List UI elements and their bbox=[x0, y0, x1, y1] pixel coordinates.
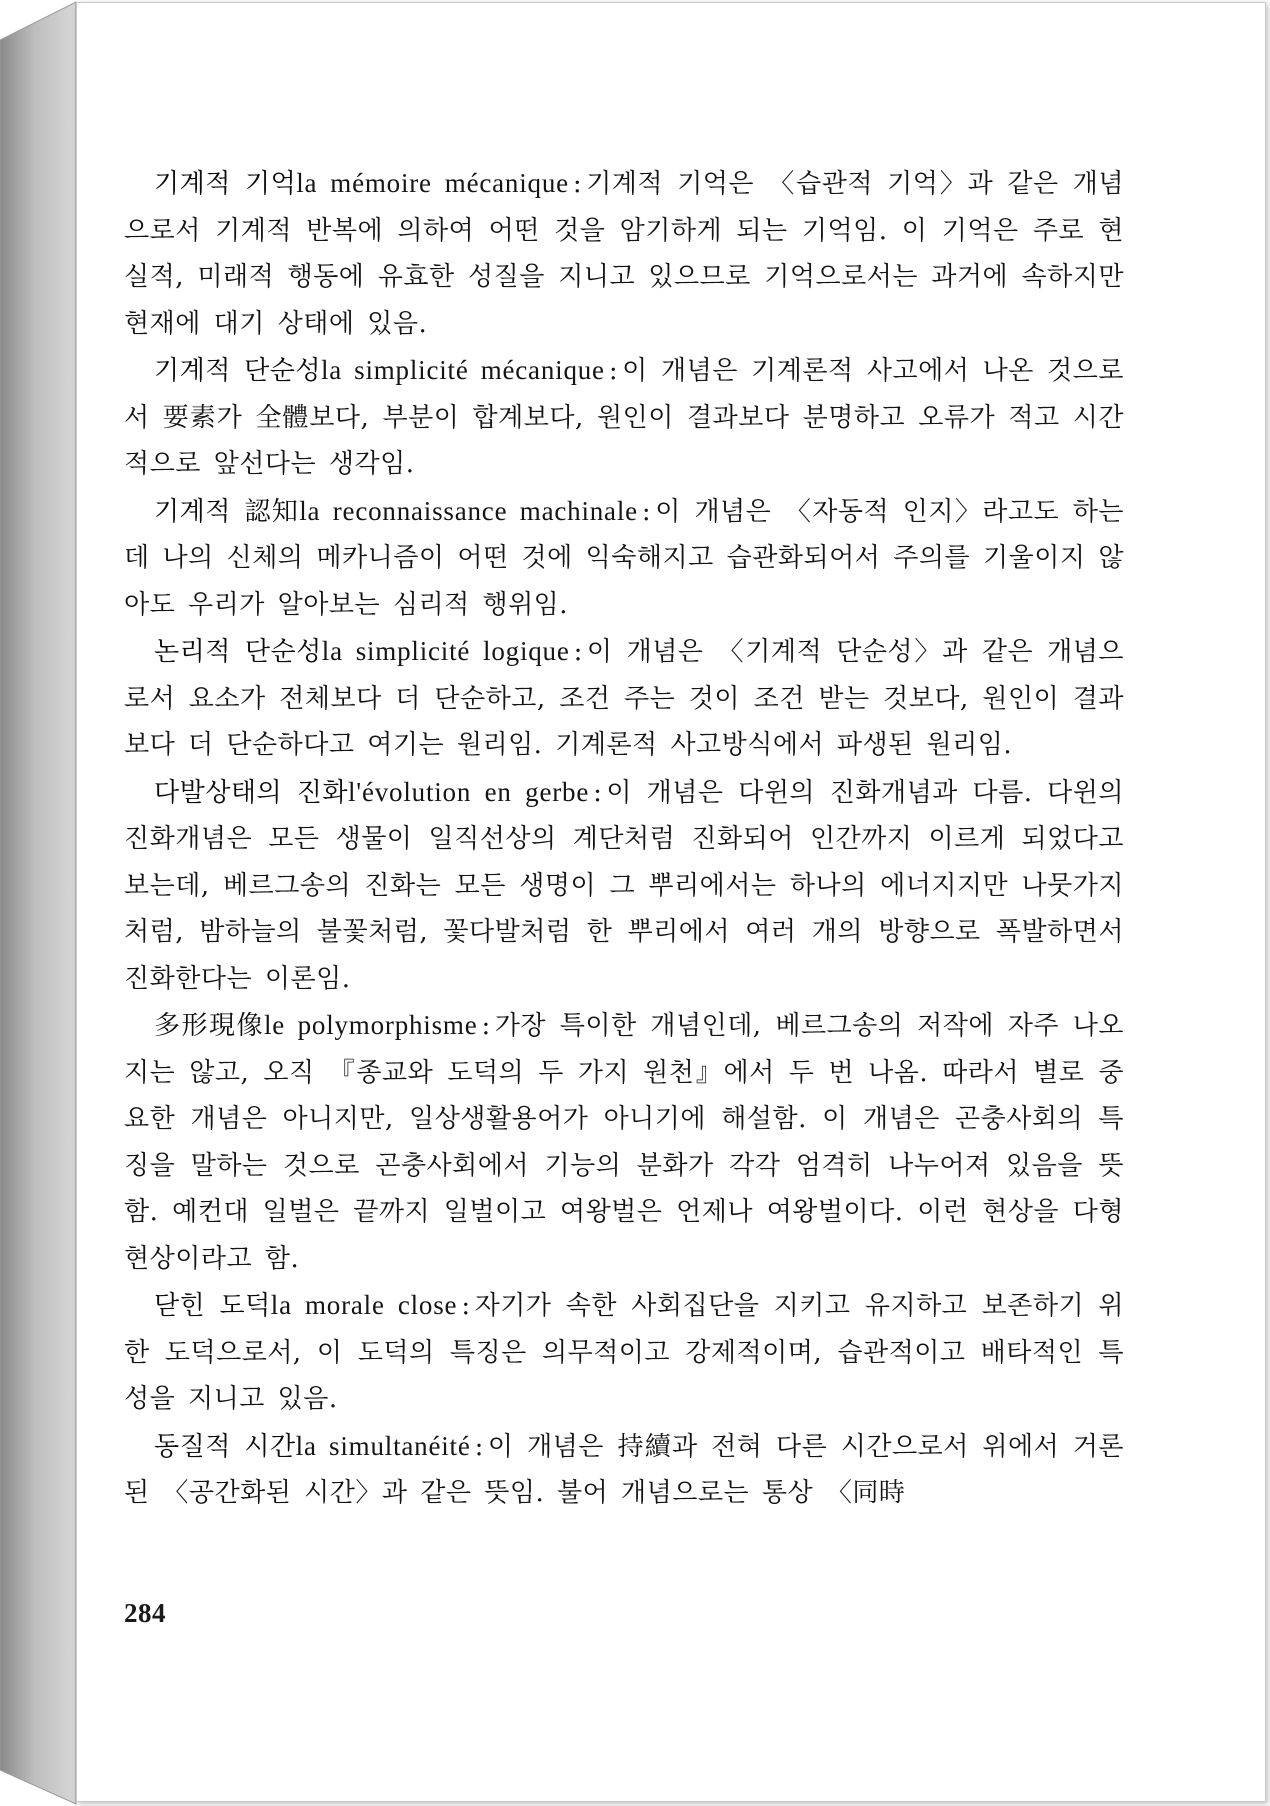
entry-term: 닫힌 도덕 bbox=[154, 1291, 271, 1321]
glossary-entry: 논리적 단순성la simplicité logique : 이 개념은 〈기계적 단순성〉과 같은 개념으로서 요소가 전체보다 더 단순하고, 조건 주는 것이 조건 받는 것보다, 원인이 결과보다 더 단순하다고 여기는 원리임. 기계론적 사고방식에서 파생된 원리임. bbox=[124, 636, 1124, 760]
entry-original-term: la simplicité logique bbox=[321, 636, 570, 666]
entry-term: 多形現像 bbox=[154, 1011, 264, 1041]
entry-definition: 이 개념은 다윈의 진화개념과 다름. 다윈의 진화개념은 모든 생물이 일직선상의 계단처럼 진화되어 인간까지 이르게 되었다고 보는데, 베르그송의 진화는 모든 생명이 그 뿌리에서는 하나의 에너지지만 나뭇가지처럼, 밤하늘의 불꽃처럼, 꽃다발처럼 한 뿌리에서 여러 개의 방향으로 폭발하면서 진화한다는 이론임. bbox=[124, 777, 1125, 994]
glossary-entry: 다발상태의 진화l'évolution en gerbe : 이 개념은 다윈의 진화개념과 다름. 다윈의 진화개념은 모든 생물이 일직선상의 계단처럼 진화되어 인간까지 이르게 되었다고 보는데, 베르그송의 진화는 모든 생명이 그 뿌리에서는 하나의 에너지지만 나뭇가지처럼, 밤하늘의 불꽃처럼, 꽃다발처럼 한 뿌리에서 여러 개의 방향으로 폭발하면서 진화한다는 이론임. bbox=[124, 776, 1125, 994]
glossary-entry: 기계적 단순성la simplicité mécanique : 이 개념은 기계론적 사고에서 나온 것으로서 要素가 全體보다, 부분이 합계보다, 원인이 결과보다 분명하고 오류가 적고 시간적으로 앞선다는 생각임. bbox=[124, 355, 1125, 479]
entry-definition: 이 개념은 〈자동적 인지〉라고도 하는데 나의 신체의 메카니즘이 어떤 것에 익숙해지고 습관화되어서 주의를 기울이지 않아도 우리가 알아보는 심리적 행위임. bbox=[124, 496, 1124, 620]
glossary-entry: 기계적 기억la mémoire mécanique : 기계적 기억은 〈습관적 기억〉과 같은 개념으로서 기계적 반복에 의하여 어떤 것을 암기하게 되는 기억임. 이 기억은 주로 현실적, 미래적 행동에 유효한 성질을 지니고 있으므로 기억으로서는 과거에 속하지만 현재에 대기 상태에 있음. bbox=[124, 168, 1124, 339]
entry-term: 기계적 認知 bbox=[154, 496, 300, 527]
entry-original-term: la mémoire mécanique bbox=[296, 168, 569, 198]
entry-definition: 이 개념은 持續과 전혀 다른 시간으로서 위에서 거론된 〈공간화된 시간〉과 같은 뜻임. 불어 개념으로는 통상 〈同時 bbox=[124, 1431, 1125, 1508]
entry-term: 기계적 기억 bbox=[154, 169, 297, 199]
entry-definition: 이 개념은 기계론적 사고에서 나온 것으로서 要素가 全體보다, 부분이 합계보다, 원인이 결과보다 분명하고 오류가 적고 시간적으로 앞선다는 생각임. bbox=[124, 356, 1125, 479]
entry-definition: 기계적 기억은 〈습관적 기억〉과 같은 개념으로서 기계적 반복에 의하여 어떤 것을 암기하게 되는 기억임. 이 기억은 주로 현실적, 미래적 행동에 유효한 성질을 지니고 있으므로 기억으로서는 과거에 속하지만 현재에 대기 상태에 있음. bbox=[124, 169, 1124, 339]
entry-definition: 가장 특이한 개념인데, 베르그송의 저작에 자주 나오지는 않고, 오직 『종교와 도덕의 두 가지 원천』에서 두 번 나옴. 따라서 별로 중요한 개념은 아니지만, 일상생활용어가 아니기에 해설함. 이 개념은 곤충사회의 특징을 말하는 것으로 곤충사회에서 기능의 분화가 각각 엄격히 나누어져 있음을 뜻함. 예컨대 일벌은 끝까지 일벌이고 여왕벌은 언제나 여왕벌이다. 이런 현상을 다형현상이라고 함. bbox=[124, 1011, 1124, 1274]
glossary-text bbox=[124, 160, 1124, 1517]
entry-original-term: l'évolution en gerbe bbox=[348, 776, 590, 807]
glossary-entry: 多形現像le polymorphisme : 가장 특이한 개념인데, 베르그송의 저작에 자주 나오지는 않고, 오직 『종교와 도덕의 두 가지 원천』에서 두 번 나옴. 따라서 별로 중요한 개념은 아니지만, 일상생활용어가 아니기에 해설함. 이 개념은 곤충사회의 특징을 말하는 것으로 곤충사회에서 기능의 분화가 각각 엄격히 나누어져 있음을 뜻함. 예컨대 일벌은 끝까지 일벌이고 여왕벌은 언제나 여왕벌이다. 이런 현상을 다형현상이라고 함. bbox=[124, 1010, 1124, 1274]
entry-term: 다발상태의 진화 bbox=[154, 777, 348, 808]
entry-term: 논리적 단순성 bbox=[154, 637, 322, 667]
glossary-entry: 기계적 認知la reconnaissance machinale : 이 개념은 〈자동적 인지〉라고도 하는데 나의 신체의 메카니즘이 어떤 것에 익숙해지고 습관화되어서 주의를 기울이지 않아도 우리가 알아보는 심리적 행위임. bbox=[124, 495, 1124, 620]
entry-definition: 이 개념은 〈기계적 단순성〉과 같은 개념으로서 요소가 전체보다 더 단순하고, 조건 주는 것이 조건 받는 것보다, 원인이 결과보다 더 단순하다고 여기는 원리임. 기계론적 사고방식에서 파생된 원리임. bbox=[124, 637, 1124, 760]
entry-original-term: la morale close bbox=[270, 1290, 458, 1320]
entry-original-term: la reconnaissance machinale bbox=[299, 495, 638, 526]
entry-original-term: la simultanéité bbox=[295, 1430, 471, 1461]
glossary-entry: 동질적 시간la simultanéité : 이 개념은 持續과 전혀 다른 시간으로서 위에서 거론된 〈공간화된 시간〉과 같은 뜻임. 불어 개념으로는 통상 〈同時 bbox=[124, 1430, 1125, 1508]
page-number: 284 bbox=[124, 1598, 166, 1628]
entry-definition: 자기가 속한 사회집단을 지키고 유지하고 보존하기 위한 도덕으로서, 이 도덕의 특징은 의무적이고 강제적이며, 습관적이고 배타적인 특성을 지니고 있음. bbox=[124, 1291, 1124, 1414]
entry-term: 기계적 단순성 bbox=[154, 356, 321, 386]
entry-original-term: le polymorphisme bbox=[263, 1010, 478, 1040]
book-spine bbox=[0, 0, 78, 1806]
glossary-entry: 닫힌 도덕la morale close : 자기가 속한 사회집단을 지키고 유지하고 보존하기 위한 도덕으로서, 이 도덕의 특징은 의무적이고 강제적이며, 습관적이고 배타적인 특성을 지니고 있음. bbox=[124, 1290, 1124, 1414]
entry-original-term: la simplicité mécanique bbox=[320, 355, 605, 385]
entry-term: 동질적 시간 bbox=[154, 1431, 296, 1462]
